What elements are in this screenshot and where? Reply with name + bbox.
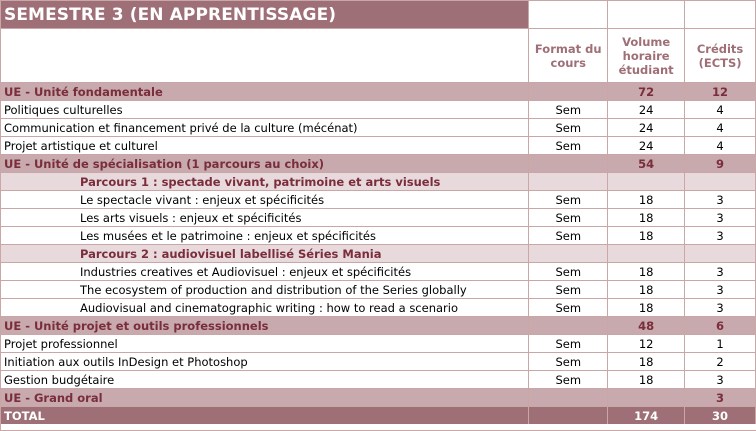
ue-credits: 6: [685, 317, 756, 334]
course-volume: 18: [608, 209, 685, 226]
course-name: Communication et financement privé de la culture (mécénat): [1, 119, 529, 136]
ue-label: UE - Unité fondamentale: [1, 83, 529, 100]
course-row: [1, 334, 756, 352]
course-name: Politiques culturelles: [1, 101, 529, 118]
ue-credits: 12: [685, 83, 756, 100]
ue-row-projet: [1, 316, 756, 334]
course-volume: 12: [608, 335, 685, 352]
ue-volume: 54: [608, 155, 685, 172]
course-row: [1, 100, 756, 118]
ue-volume: 48: [608, 317, 685, 334]
parcours-empty: [529, 173, 608, 190]
course-row: [1, 136, 756, 154]
ue-format: [529, 83, 608, 100]
parcours-label: Parcours 1 : spectade vivant, patrimoine et arts visuels: [1, 173, 529, 190]
course-row: [1, 298, 756, 316]
course-credits: 3: [685, 227, 756, 244]
ue-row-specialisation: [1, 154, 756, 172]
course-row: [1, 118, 756, 136]
course-credits: 3: [685, 281, 756, 298]
course-format: Sem: [529, 335, 608, 352]
course-name: The ecosystem of production and distribution of the Series globally: [1, 281, 529, 298]
parcours-empty: [529, 245, 608, 262]
ue-volume: 72: [608, 83, 685, 100]
course-format: Sem: [529, 353, 608, 370]
parcours-empty: [685, 173, 756, 190]
course-credits: 4: [685, 119, 756, 136]
course-row: [1, 208, 756, 226]
total-row: [1, 406, 756, 424]
total-format: [529, 407, 608, 424]
course-credits: 4: [685, 137, 756, 154]
course-name: Les arts visuels : enjeux et spécificités: [1, 209, 529, 226]
course-format: Sem: [529, 137, 608, 154]
course-format: Sem: [529, 227, 608, 244]
ue-format: [529, 155, 608, 172]
course-credits: 4: [685, 101, 756, 118]
course-volume: 18: [608, 371, 685, 388]
header-empty-cell: [1, 29, 529, 82]
course-credits: 1: [685, 335, 756, 352]
course-format: Sem: [529, 281, 608, 298]
ue-credits: 3: [685, 389, 756, 406]
ue-volume: [608, 389, 685, 406]
course-credits: 3: [685, 263, 756, 280]
course-name: Les musées et le patrimoine : enjeux et spécificités: [1, 227, 529, 244]
course-format: Sem: [529, 101, 608, 118]
ue-label: UE - Unité projet et outils professionnels: [1, 317, 529, 334]
course-row: [1, 190, 756, 208]
course-format: Sem: [529, 299, 608, 316]
course-volume: 24: [608, 119, 685, 136]
ue-credits: 9: [685, 155, 756, 172]
course-row: [1, 262, 756, 280]
parcours-label: Parcours 2 : audiovisuel labellisé Séries Mania: [1, 245, 529, 262]
header-format: Format du cours: [529, 29, 608, 82]
ue-label: UE - Grand oral: [1, 389, 529, 406]
course-volume: 18: [608, 281, 685, 298]
total-label: TOTAL: [1, 407, 529, 424]
header-volume: Volume horaire étudiant: [608, 29, 685, 82]
course-volume: 18: [608, 353, 685, 370]
course-volume: 18: [608, 299, 685, 316]
course-row: [1, 352, 756, 370]
course-format: Sem: [529, 191, 608, 208]
parcours-row-2: [1, 244, 756, 262]
course-volume: 18: [608, 227, 685, 244]
course-name: Audiovisual and cinematographic writing : how to read a scenario: [1, 299, 529, 316]
course-volume: 18: [608, 191, 685, 208]
parcours-empty: [685, 245, 756, 262]
course-credits: 3: [685, 209, 756, 226]
ue-format: [529, 317, 608, 334]
course-name: Industries creatives et Audiovisuel : enjeux et spécificités: [1, 263, 529, 280]
title-empty-cell: [608, 1, 685, 28]
semester-title: SEMESTRE 3 (EN APPRENTISSAGE): [1, 1, 529, 28]
course-credits: 3: [685, 191, 756, 208]
parcours-empty: [608, 245, 685, 262]
course-credits: 3: [685, 299, 756, 316]
total-credits: 30: [685, 407, 756, 424]
title-row: [1, 0, 756, 28]
total-volume: 174: [608, 407, 685, 424]
parcours-row-1: [1, 172, 756, 190]
course-format: Sem: [529, 263, 608, 280]
header-credits: Crédits (ECTS): [685, 29, 756, 82]
ue-label: UE - Unité de spécialisation (1 parcours au choix): [1, 155, 529, 172]
course-name: Projet artistique et culturel: [1, 137, 529, 154]
column-header-row: [1, 28, 756, 82]
ue-format: [529, 389, 608, 406]
title-empty-cell: [685, 1, 756, 28]
ue-row-grand-oral: [1, 388, 756, 406]
course-format: Sem: [529, 371, 608, 388]
course-name: Le spectacle vivant : enjeux et spécificités: [1, 191, 529, 208]
course-row: [1, 226, 756, 244]
course-credits: 2: [685, 353, 756, 370]
course-volume: 24: [608, 137, 685, 154]
course-format: Sem: [529, 119, 608, 136]
course-format: Sem: [529, 209, 608, 226]
course-row: [1, 280, 756, 298]
course-volume: 18: [608, 263, 685, 280]
title-empty-cell: [529, 1, 608, 28]
course-volume: 24: [608, 101, 685, 118]
parcours-empty: [608, 173, 685, 190]
course-name: Gestion budgétaire: [1, 371, 529, 388]
course-row: [1, 370, 756, 388]
course-name: Projet professionnel: [1, 335, 529, 352]
ue-row-fondamentale: [1, 82, 756, 100]
course-credits: 3: [685, 371, 756, 388]
course-name: Initiation aux outils InDesign et Photoshop: [1, 353, 529, 370]
